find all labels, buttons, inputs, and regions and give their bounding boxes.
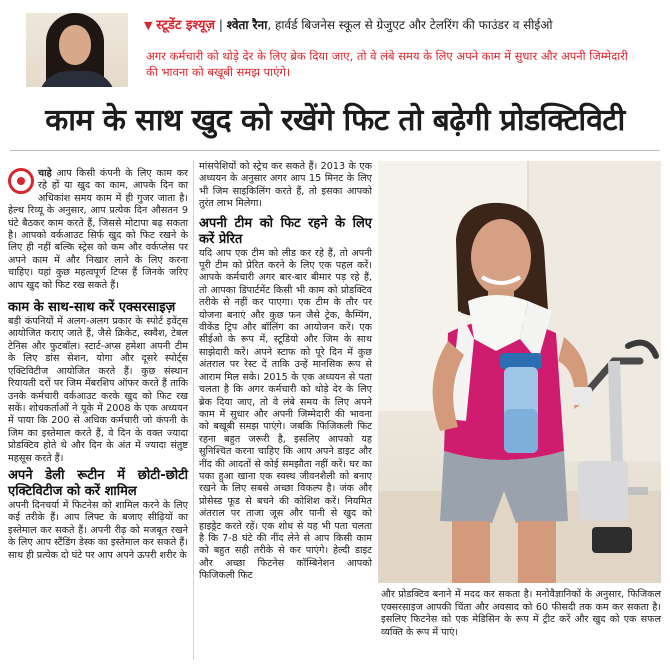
- author-description: , हार्वर्ड बिजनेस स्कूल से ग्रेजुएट और टेलरिंग की फाउंडर व सीईओ: [267, 18, 553, 32]
- paragraph-team: यदि आप एक टीम को लीड कर रहे हैं, तो अपनी पूरी टीम को प्रेरित करने के लिए एक पहल करें। आपके कर्मचारी अगर बार-बार बीमार पड़ रहे हैं, तो आपका डिपार्टमेंट किसी भी काम को प्रोडक्टिव तरीके से नहीं कर पाएगा। एक टीम के तौर पर योजना बनाएं और कुछ फन जैसे ट्रेक, कैम्पिंग, वीकेंड ट्रिप और बॉलिंग का आयोजन करें। एक सीईओ के रूप में, स्टूडियो और जिम के साथ साझेदारी करें। अपने स्टाफ को पूरे दिन में कुछ अंतराल पर रेस्ट दें ताकि उन्हें मानसिक रूप से आराम मिल सके। 2015 के एक अध्ययन से पता चलता है कि अगर कर्मचारी को थोड़े देर के लिए ब्रेक दिया जाए, तो वे लंबे समय के लिए अपने काम में सुधार और अपनी जिम्मेदारी की भावना को बखूबी समझ पाएंगे। जबकि फिजिकली फिट रहना बहुत जरूरी है, इसलिए आपको यह सुनिश्चित करना चाहिए कि आप अपने डाइट और नींद की आदतों से कोई समझौता नहीं करें। घर का पका हुआ खाना एक स्वस्थ जीवनशैली को बनाए रखने के लिए सबसे अच्छा विकल्प है। जंक और प्रोसेस्ड फूड से बचने की कोशिश करें। नियमित अंतराल पर ताजा जूस और पानी से खुद को हाइड्रेट करते रहें। एक शोध से यह भी पता चलता है कि 7-8 घंटे की नींद लेने से आप किसी काम को बहुत सही तरीके से कर पाएंगे। हेल्दी डाइट और अच्छा फिटनेस कॉम्बिनेशन आपको फिजिकली फिट: [199, 247, 372, 582]
- divider: [10, 150, 660, 151]
- photo-illustration: [378, 161, 661, 583]
- author-name: श्वेता रैना: [226, 18, 268, 32]
- lead-word: चाहे: [38, 168, 52, 179]
- subheading-exercise: काम के साथ-साथ करें एक्सरसाइज़: [8, 300, 176, 316]
- section-brand: स्टूडेंट इश्यूज़: [156, 18, 216, 33]
- paragraph-stretch: मांसपेशियों को स्ट्रेच कर सकते हैं। 2013 के एक अध्ययन के अनुसार अगर आप 15 मिनट के लिए भी जिम साइकिलिंग करते हैं, तो इसका आपको तुरंत लाभ मिलेगा।: [199, 161, 372, 210]
- intro-text: आप किसी कंपनी के लिए काम कर रहे हों या खुद का काम, आपके दिन का अधिकांश समय काम में ही गुजर जाता है। हेल्थ रिव्यू के अनुसार, आप प्रत्येक दिन औसतन 9 घंटे बैठकर काम करते हैं, जिससे मोटापा बढ़ सकता है। आपको वर्कआउट सिर्फ खुद को फिट रखने के लिए ही नहीं बल्कि स्ट्रेस को कम और वर्कप्लेस पर अपने काम में और निखार लाने के लिए करना चाहिए। यहां कुछ महत्वपूर्ण टिप्स हैं जिनके जरिए आप खुद को फिट रख सकते हैं।: [8, 168, 188, 291]
- paragraph-exercise: बड़ी कंपनियों में अलग-अलग प्रकार के स्पोर्ट इवेंट्स आयोजित कराए जाते हैं, जैसे क्रिकेट, स्क्वैश, टेबल टेनिस और फुटबॉल। स्टार्ट-अप्स हमेशा अपनी टीम के लिए डांस सेशन, योगा और दूसरे स्पोर्ट्स एक्टिविटीज आयोजित करते हैं। कुछ संस्थान रियायती दरों पर जिम मेंबरशिप ऑफर करते हैं ताकि उनके कर्मचारी वर्कआउट करके खुद को फिट रख सकें। शोधकर्ताओं ने यूके में 2008 के एक अध्ययन में पाया कि 200 से अधिक कर्मचारी जो कंपनी के जिम का इस्तेमाल करते हैं, वे दिन के वक्त ज्यादा प्रोडक्टिव होते थे और दिन के अंत में ज्यादा संतुष्ट महसूस करते हैं।: [8, 316, 188, 464]
- subheading-daily-routine: अपने डेली रूटीन में छोटी-छोटी एक्टिविटीज को करें शामिल: [8, 467, 188, 499]
- fitness-woman-photo: [378, 161, 661, 583]
- article-column-1: [8, 168, 188, 562]
- subheading-team: अपनी टीम को फिट रहने के लिए करें प्रेरित: [199, 215, 372, 247]
- author-photo: [26, 13, 128, 87]
- article-column-2: [199, 161, 372, 583]
- target-icon: [8, 168, 34, 194]
- paragraph-daily-routine: अपनी दिनचर्या में फिटनेस को शामिल करने के लिए कई तरीके हैं। आप लिफ्ट के बजाए सीढ़ियों का इस्तेमाल कर सकते हैं। अपनी रीढ़ को मजबूत रखने के लिए आप स्टैंडिंग डेस्क का इस्तेमाल कर सकते हैं। साथ ही प्रत्येक दो घंटे पर आप अपने ऊपरी शरीर के: [8, 499, 189, 561]
- teaser-quote: अगर कर्मचारी को थोड़े देर के लिए ब्रेक दिया जाए, तो वे लंबे समय के लिए अपने काम में सुधार और अपनी जिम्मेदारी की भावना को बखूबी समझ पाएंगे।: [146, 49, 628, 79]
- photo-caption: और प्रोडक्टिव बनाने में मदद कर सकता है। मनोवैज्ञानिकों के अनुसार, फिजिकल एक्सरसाइज आपकी चिंता और अवसाद को 60 फीसदी तक कम कर सकता है। इसलिए फिटनेस को एक मेडिसिन के रूप में ट्रीट करें और खुद को एक सफल व्यक्ति के रूप में पाएं।: [381, 589, 661, 638]
- triangle-down-icon: ▼: [144, 19, 153, 32]
- byline: ▼ स्टूडेंट इश्यूज़ | श्वेता रैना, हार्वर्ड बिजनेस स्कूल से ग्रेजुएट और टेलरिंग की फाउंडर व सीईओ: [144, 18, 553, 33]
- headline: काम के साथ खुद को रखेंगे फिट तो बढ़ेगी प्रोडक्टिविटी: [45, 103, 625, 138]
- column-divider: [193, 160, 194, 660]
- intro-paragraph: [8, 168, 188, 292]
